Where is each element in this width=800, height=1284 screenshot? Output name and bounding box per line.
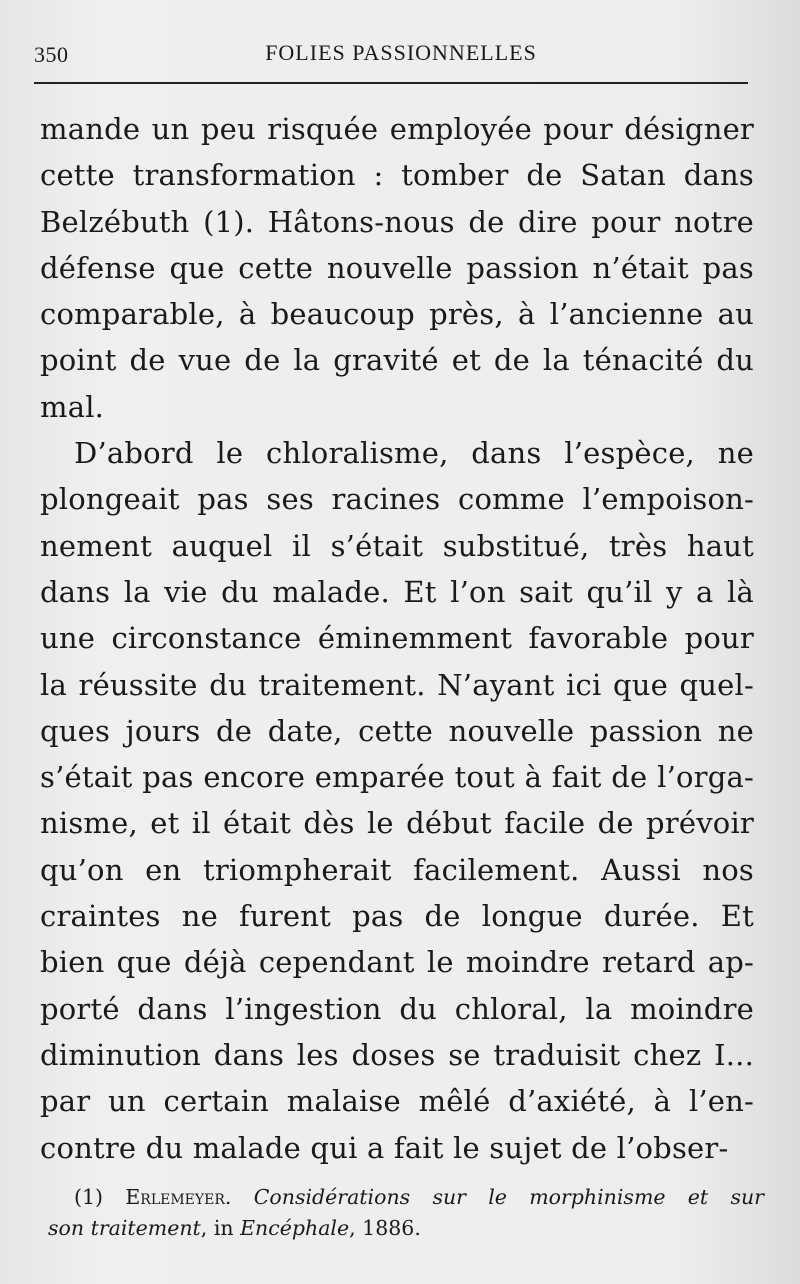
text-line: ques jours de date, cette nouvelle passion ne (40, 713, 754, 748)
header-rule (34, 82, 748, 84)
footnote-author: Erlemeyer. (125, 1185, 232, 1209)
text-line: contre du malade qui a fait le sujet de l’obser- (40, 1130, 729, 1165)
text-line: point de vue de la gravité et de la ténacité du (40, 343, 754, 378)
text-line: par un certain malaise mêlé d’axiété, à l’en- (40, 1084, 754, 1119)
running-title: FOLIES PASSIONNELLES (265, 40, 537, 65)
text-line: mal. (40, 389, 105, 424)
text-line: dans la vie du malade. Et l’on sait qu’il y a là (40, 574, 754, 609)
text-line: bien que déjà cependant le moindre retard ap- (40, 945, 754, 980)
text-line: défense que cette nouvelle passion n’était pas (40, 250, 754, 285)
text-line: mande un peu risquée employée pour désigner (40, 112, 754, 146)
footnote (48, 1182, 764, 1244)
footnote-line (48, 1213, 764, 1244)
footnote-title-cont: son traitement (48, 1216, 201, 1240)
text-line: s’était pas encore emparée tout à fait de l’orga- (40, 760, 754, 795)
text-line: diminution dans les doses se traduisit chez I... (40, 1037, 754, 1072)
text-line: porté dans l’ingestion du chloral, la moindre (40, 991, 754, 1026)
page-number: 350 (34, 42, 69, 67)
page-header (34, 36, 748, 76)
body-text (40, 106, 754, 1171)
text-line: D’abord le chloralisme, dans l’espèce, ne (74, 436, 754, 471)
footnote-sep: , in (200, 1216, 241, 1240)
text-line: comparable, à beaucoup près, à l’ancienne au (40, 297, 754, 332)
footnote-line (48, 1182, 764, 1213)
text-line: une circonstance éminemment favorable pour (40, 621, 754, 656)
text-line: la réussite du traitement. N’ayant ici que quel- (40, 667, 754, 702)
footnote-journal: Encéphale (240, 1216, 350, 1240)
text-line: nisme, et il était dès le début facile de prévoir (40, 806, 754, 841)
text-line: nement auquel il s’était substitué, très haut (40, 528, 754, 563)
text-line: cette transformation : tomber de Satan dans (40, 158, 754, 193)
text-line: Belzébuth (1). Hâtons-nous de dire pour notre (40, 204, 754, 239)
text-line: qu’on en triompherait facilement. Aussi nos (40, 852, 754, 887)
text-line: craintes ne furent pas de longue durée. Et (40, 899, 754, 934)
text-line: plongeait pas ses racines comme l’empoison- (40, 482, 754, 517)
footnote-year: , 1886. (349, 1216, 421, 1240)
footnote-title: Considérations sur le morphinisme et sur (253, 1185, 764, 1209)
footnote-marker: (1) (74, 1185, 104, 1209)
